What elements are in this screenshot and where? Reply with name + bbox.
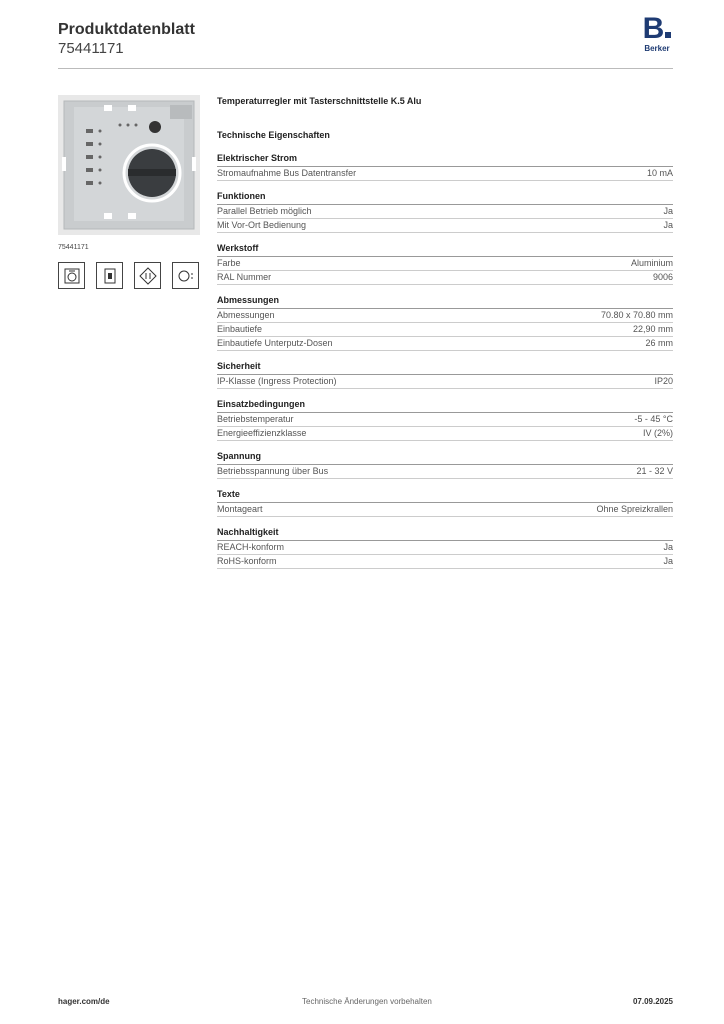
- spec-group: [217, 190, 673, 233]
- spec-group: [217, 450, 673, 479]
- group-title: Funktionen: [217, 190, 673, 205]
- spec-row: [217, 167, 673, 181]
- spec-value: Ohne Spreizkrallen: [596, 504, 673, 514]
- group-title: Werkstoff: [217, 242, 673, 257]
- spec-group: [217, 242, 673, 285]
- spec-label: Abmessungen: [217, 310, 275, 320]
- spec-row: [217, 271, 673, 285]
- footer-website-link[interactable]: hager.com/de: [58, 997, 110, 1006]
- section-title: Technische Eigenschaften: [217, 130, 330, 140]
- logo-text: Berker: [644, 44, 670, 53]
- spec-group: [217, 488, 673, 517]
- spec-label: RAL Nummer: [217, 272, 272, 282]
- spec-value: Ja: [663, 556, 673, 566]
- header-divider: [58, 68, 673, 69]
- spec-value: 22,90 mm: [632, 324, 673, 334]
- spec-label: Einbautiefe: [217, 324, 263, 334]
- spec-value: -5 - 45 °C: [634, 414, 673, 424]
- spec-value: 70.80 x 70.80 mm: [600, 310, 673, 320]
- footer-disclaimer: Technische Änderungen vorbehalten: [302, 997, 432, 1006]
- product-image: [58, 95, 200, 235]
- spec-value: 21 - 32 V: [636, 466, 673, 476]
- spec-row: [217, 413, 673, 427]
- spec-label: Stromaufnahme Bus Datentransfer: [217, 168, 357, 178]
- spec-label: Montageart: [217, 504, 263, 514]
- spec-value: Aluminium: [630, 258, 673, 268]
- spec-row: [217, 337, 673, 351]
- spec-label: REACH-konform: [217, 542, 285, 552]
- footer-date: 07.09.2025: [632, 997, 673, 1006]
- spec-group: [217, 152, 673, 181]
- group-title: Elektrischer Strom: [217, 152, 673, 167]
- bus-device-icon: [134, 262, 161, 289]
- room-control-icon: [96, 262, 123, 289]
- spec-value: 10 mA: [646, 168, 673, 178]
- spec-value: 26 mm: [645, 338, 673, 348]
- spec-label: Einbautiefe Unterputz-Dosen: [217, 338, 333, 348]
- spec-row: [217, 219, 673, 233]
- spec-group: [217, 526, 673, 569]
- spec-value: 9006: [652, 272, 673, 282]
- spec-label: Parallel Betrieb möglich: [217, 206, 312, 216]
- spec-label: Farbe: [217, 258, 241, 268]
- spec-row: [217, 555, 673, 569]
- feature-icons: [58, 262, 199, 289]
- spec-row: [217, 205, 673, 219]
- spec-row: [217, 427, 673, 441]
- spec-value: Ja: [663, 206, 673, 216]
- thermostat-icon: [58, 262, 85, 289]
- spec-label: RoHS-konform: [217, 556, 277, 566]
- spec-group: [217, 360, 673, 389]
- spec-row: [217, 503, 673, 517]
- group-title: Texte: [217, 488, 673, 503]
- spec-row: [217, 375, 673, 389]
- spec-label: Energieeffizienzklasse: [217, 428, 307, 438]
- spec-value: IV (2%): [642, 428, 673, 438]
- spec-value: Ja: [663, 542, 673, 552]
- spec-group: [217, 398, 673, 441]
- spec-row: [217, 309, 673, 323]
- group-title: Spannung: [217, 450, 673, 465]
- berker-logo: B Berker: [639, 15, 675, 53]
- spec-label: IP-Klasse (Ingress Protection): [217, 376, 337, 386]
- group-title: Nachhaltigkeit: [217, 526, 673, 541]
- group-title: Abmessungen: [217, 294, 673, 309]
- spec-row: [217, 257, 673, 271]
- spec-row: [217, 323, 673, 337]
- group-title: Sicherheit: [217, 360, 673, 375]
- sensor-icon: [172, 262, 199, 289]
- spec-label: Betriebsspannung über Bus: [217, 466, 329, 476]
- product-title: Temperaturregler mit Tasterschnittstelle K.5 Alu: [217, 96, 422, 106]
- spec-value: Ja: [663, 220, 673, 230]
- spec-label: Betriebstemperatur: [217, 414, 294, 424]
- image-caption: 75441171: [58, 244, 89, 251]
- spec-content: [217, 96, 673, 578]
- spec-value: IP20: [654, 376, 673, 386]
- spec-label: Mit Vor-Ort Bedienung: [217, 220, 307, 230]
- spec-group: [217, 294, 673, 351]
- page-title: Produktdatenblatt: [58, 21, 195, 38]
- product-number: 75441171: [58, 40, 124, 57]
- group-title: Einsatzbedingungen: [217, 398, 673, 413]
- spec-row: [217, 465, 673, 479]
- spec-row: [217, 541, 673, 555]
